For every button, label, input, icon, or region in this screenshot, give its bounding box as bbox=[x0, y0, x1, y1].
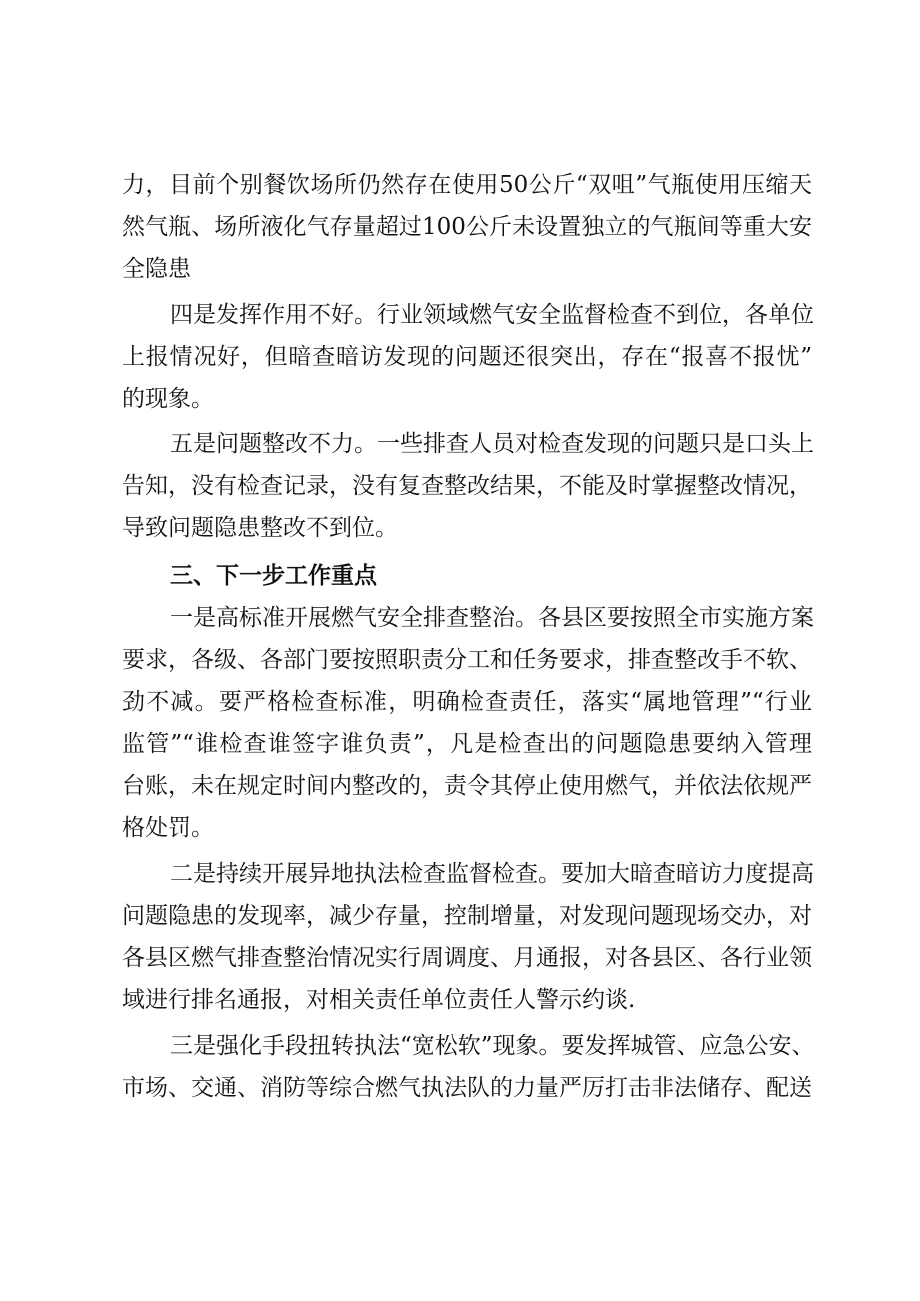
section-heading: 三、下一步工作重点 bbox=[170, 563, 377, 589]
paragraph-line: 问题隐患的发现率，减少存量，控制增量，对发现问题现场交办，对 bbox=[122, 903, 812, 929]
paragraph-line: 告知，没有检查记录，没有复查整改结果，不能及时掌握整改情况， bbox=[122, 473, 812, 499]
paragraph-line: 三是强化手段扭转执法“宽松软”现象。要发挥城管、应急公安、 bbox=[170, 1033, 815, 1059]
paragraph-line: 监管”“谁检查谁签字谁负责”，凡是检查出的问题隐患要纳入管理 bbox=[122, 731, 812, 757]
paragraph-line: 导致问题隐患整改不到位。 bbox=[122, 515, 398, 541]
paragraph-line: 二是持续开展异地执法检查监督检查。要加大暗查暗访力度提高 bbox=[170, 861, 814, 887]
paragraph-line: 域进行排名通报，对相关责任单位责任人警示约谈. bbox=[122, 987, 636, 1013]
paragraph-line: 台账，未在规定时间内整改的，责令其停止使用燃气，并依法依规严 bbox=[122, 773, 812, 799]
paragraph-line: 全隐患 bbox=[122, 256, 191, 282]
paragraph-line: 劲不减。要严格检查标准，明确检查责任，落实“属地管理”“行业 bbox=[122, 689, 812, 715]
paragraph-line: 各县区燃气排查整治情况实行周调度、月通报，对各县区、各行业领 bbox=[122, 945, 812, 971]
paragraph-line: 一是高标准开展燃气安全排查整治。各县区要按照全市实施方案 bbox=[170, 605, 814, 631]
paragraph-line: 四是发挥作用不好。行业领域燃气安全监督检查不到位，各单位 bbox=[170, 302, 814, 328]
paragraph-line: 的现象。 bbox=[122, 386, 214, 412]
paragraph-line: 然气瓶、场所液化气存量超过100公斤未设置独立的气瓶间等重大安 bbox=[122, 214, 812, 240]
paragraph-line: 格处罚。 bbox=[122, 815, 214, 841]
paragraph-line: 市场、交通、消防等综合燃气执法队的力量严厉打击非法储存、配送 bbox=[122, 1075, 812, 1101]
paragraph-line: 力，目前个别餐饮场所仍然存在使用50公斤“双咀”气瓶使用压缩天 bbox=[122, 172, 812, 198]
paragraph-line: 上报情况好，但暗查暗访发现的问题还很突出，存在“报喜不报忧” bbox=[122, 344, 812, 370]
paragraph-line: 五是问题整改不力。一些排查人员对检查发现的问题只是口头上 bbox=[170, 431, 814, 457]
paragraph-line: 要求，各级、各部门要按照职责分工和任务要求，排查整改手不软、 bbox=[122, 647, 812, 673]
